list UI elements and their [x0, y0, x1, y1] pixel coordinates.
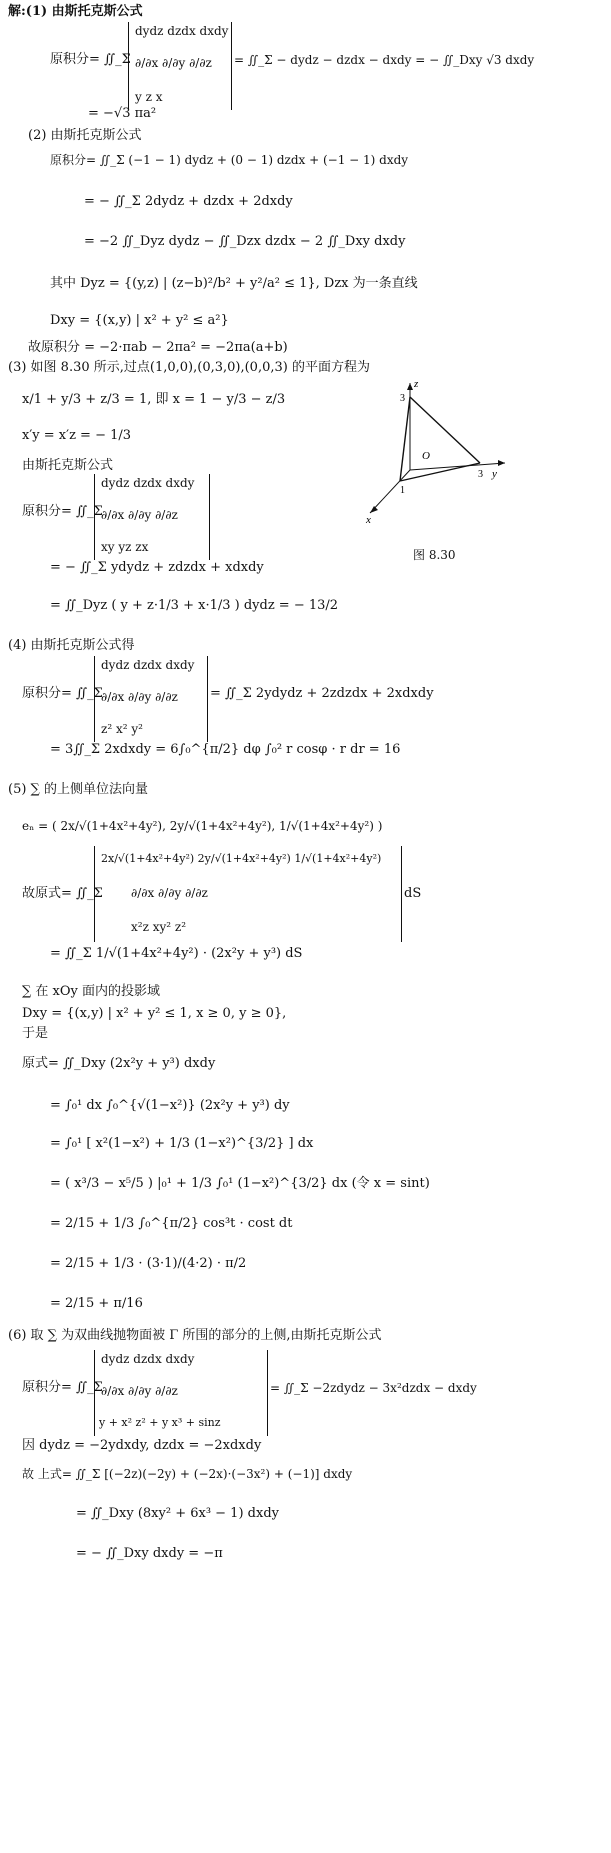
y-tick-3: 3	[478, 469, 483, 480]
y-arrow	[498, 460, 505, 466]
part2-line-4: 其中 Dyz = {(y,z) | (z−b)²/b² + y²/a² ≤ 1}, Dzx 为一条直线	[50, 276, 418, 291]
det-row-1: dydz dzdx dxdy	[101, 476, 195, 490]
part1-determinant	[128, 22, 232, 110]
part4-line-2: = 3∬_Σ 2xdxdy = 6∫₀^{π/2} dφ ∫₀² r cosφ · r dr = 16	[50, 742, 401, 757]
part2-line-5: Dxy = {(x,y) | x² + y² ≤ a²}	[50, 313, 229, 328]
part5-line-8: = ∫₀¹ [ x²(1−x²) + 1/3 (1−x²)^{3/2} ] dx	[50, 1136, 314, 1151]
part5-lhs: 故原式= ∬_Σ	[22, 886, 103, 901]
part5-line-5: 于是	[22, 1026, 49, 1041]
part5-heading: (5) ∑ 的上侧单位法向量	[8, 782, 148, 797]
part5-dS: dS	[404, 886, 422, 901]
triangle-edge-zy	[410, 397, 480, 463]
part1-rhs: = ∬_Σ − dydz − dzdx − dxdy = − ∬_Dxy √3 dxdy	[234, 53, 535, 67]
part5-line-2: = ∬_Σ 1/√(1+4x²+4y²) · (2x²y + y³) dS	[50, 946, 303, 961]
part5-line-12: = 2/15 + π/16	[50, 1296, 143, 1311]
det-row-3: z² x² y²	[101, 722, 143, 736]
part3-line-2: x′y = x′z = − 1/3	[22, 428, 132, 443]
part4-heading: (4) 由斯托克斯公式得	[8, 638, 135, 653]
det-row-2: ∂/∂x ∂/∂y ∂/∂z	[101, 690, 178, 704]
part6-determinant	[94, 1350, 268, 1436]
z-arrow	[407, 383, 413, 390]
figure-8-30	[360, 375, 510, 525]
det-row-2: ∂/∂x ∂/∂y ∂/∂z	[101, 508, 178, 522]
det-row-3: y z x	[135, 90, 163, 104]
part5-normal-vector: eₙ = ( 2x/√(1+4x²+4y²), 2y/√(1+4x²+4y²), 1/√(1+4x²+4y²) )	[22, 819, 383, 833]
part5-line-4: Dxy = {(x,y) | x² + y² ≤ 1, x ≥ 0, y ≥ 0},	[22, 1006, 287, 1021]
part5-line-11: = 2/15 + 1/3 · (3·1)/(4·2) · π/2	[50, 1256, 247, 1271]
part6-line-3: 故 上式= ∬_Σ [(−2z)(−2y) + (−2x)·(−3x²) + (−1)] dxdy	[22, 1467, 353, 1481]
part4-lhs: 原积分= ∬_Σ	[22, 686, 103, 701]
part5-line-10: = 2/15 + 1/3 ∫₀^{π/2} cos³t · cost dt	[50, 1216, 293, 1231]
part1-heading: 解:(1) 由斯托克斯公式	[8, 4, 143, 19]
part4-determinant	[94, 656, 208, 742]
part5-line-7: = ∫₀¹ dx ∫₀^{√(1−x²)} (2x²y + y³) dy	[50, 1098, 290, 1113]
det-row-1: 2x/√(1+4x²+4y²) 2y/√(1+4x²+4y²) 1/√(1+4x²+4y²)	[101, 852, 382, 865]
part2-line-2: = − ∬_Σ 2dydz + dzdx + 2dxdy	[84, 194, 293, 209]
part3-line-4: = − ∬_Σ ydydz + zdzdx + xdxdy	[50, 560, 264, 575]
z-tick-3: 3	[400, 393, 405, 404]
part2-line-3: = −2 ∬_Dyz dydz − ∬_Dzx dzdx − 2 ∬_Dxy dxdy	[84, 234, 406, 249]
det-row-2: ∂/∂x ∂/∂y ∂/∂z	[135, 56, 212, 70]
det-row-1: dydz dzdx dxdy	[135, 24, 229, 38]
part3-heading: (3) 如图 8.30 所示,过点(1,0,0),(0,3,0),(0,0,3) 的平面方程为	[8, 360, 370, 375]
x-tick-1: 1	[400, 485, 405, 496]
det-row-3: x²z xy² z²	[131, 920, 187, 934]
part3-lhs: 原积分= ∬_Σ	[22, 504, 103, 519]
part2-heading: (2) 由斯托克斯公式	[28, 128, 142, 143]
part1-lhs: 原积分= ∬_Σ	[50, 52, 131, 67]
part5-line-3: ∑ 在 xOy 面内的投影域	[22, 984, 161, 999]
part5-line-6: 原式= ∬_Dxy (2x²y + y³) dxdy	[22, 1056, 216, 1071]
y-axis	[410, 463, 505, 470]
part5-determinant	[94, 846, 402, 942]
part3-line-3: 由斯托克斯公式	[22, 458, 114, 473]
det-row-2: ∂/∂x ∂/∂y ∂/∂z	[131, 886, 208, 900]
part6-line-4: = ∬_Dxy (8xy² + 6x³ − 1) dxdy	[76, 1506, 279, 1521]
part2-line-6: 故原积分 = −2·πab − 2πa² = −2πa(a+b)	[28, 340, 288, 355]
triangle-edge-zx	[400, 397, 410, 481]
part3-determinant	[94, 474, 210, 560]
part6-line-5: = − ∬_Dxy dxdy = −π	[76, 1546, 223, 1561]
triangle-edge-xy	[400, 463, 480, 481]
part6-rhs: = ∬_Σ −2zdydz − 3x²dzdx − dxdy	[270, 1381, 477, 1395]
part6-line-2: 因 dydz = −2ydxdy, dzdx = −2xdxdy	[22, 1438, 262, 1453]
part5-line-9: = ( x³/3 − x⁵/5 ) |₀¹ + 1/3 ∫₀¹ (1−x²)^{3/2} dx (令 x = sint)	[50, 1176, 430, 1191]
det-row-1: dydz dzdx dxdy	[101, 658, 195, 672]
origin-label: O	[422, 450, 430, 462]
det-row-3: y + x² z² + y x³ + sinz	[99, 1416, 221, 1429]
part2-line-1: 原积分= ∬_Σ (−1 − 1) dydz + (0 − 1) dzdx + (−1 − 1) dxdy	[50, 153, 409, 167]
part4-rhs: = ∬_Σ 2ydydz + 2zdzdx + 2xdxdy	[210, 686, 434, 701]
z-label: z	[414, 378, 419, 390]
part6-lhs: 原积分= ∬_Σ	[22, 1380, 103, 1395]
x-arrow	[370, 506, 378, 513]
det-row-1: dydz dzdx dxdy	[101, 1352, 195, 1366]
x-label: x	[366, 514, 371, 525]
det-row-2: ∂/∂x ∂/∂y ∂/∂z	[101, 1384, 178, 1398]
part6-heading: (6) 取 ∑ 为双曲线抛物面被 Γ 所围的部分的上侧,由斯托克斯公式	[8, 1328, 382, 1343]
part3-line-1: x/1 + y/3 + z/3 = 1, 即 x = 1 − y/3 − z/3	[22, 392, 286, 407]
figure-caption: 图 8.30	[413, 548, 456, 562]
part1-result: = −√3 πa²	[88, 106, 157, 121]
det-row-3: xy yz zx	[101, 540, 149, 554]
part3-line-5: = ∬_Dyz ( y + z·1/3 + x·1/3 ) dydz = − 13/2	[50, 598, 339, 613]
y-label: y	[492, 468, 497, 480]
